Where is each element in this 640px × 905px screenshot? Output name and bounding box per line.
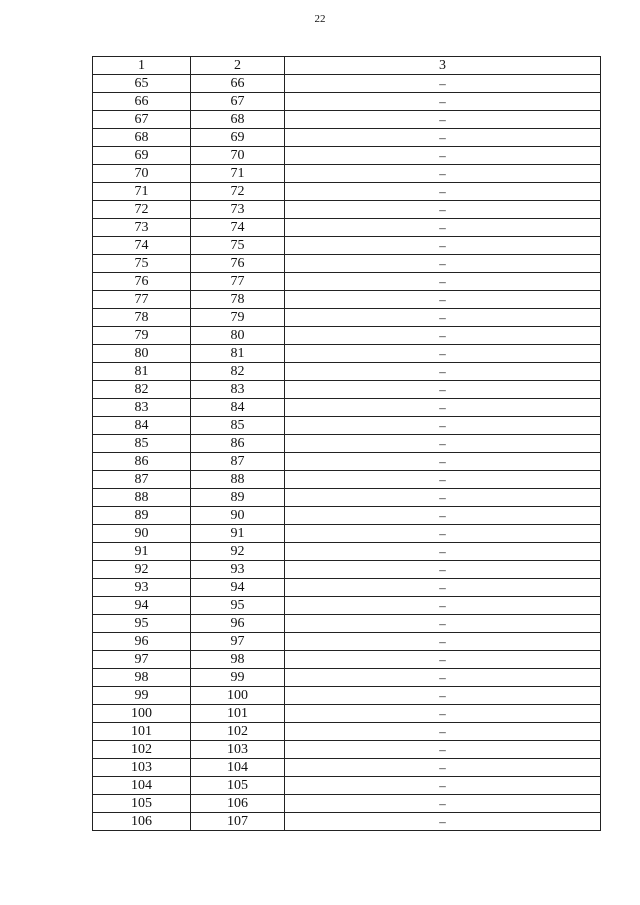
table-cell-col-3: – <box>285 561 601 579</box>
table-row <box>93 93 601 111</box>
table-row <box>93 597 601 615</box>
table-cell-col-3: – <box>285 93 601 111</box>
table-cell-col-3: – <box>285 273 601 291</box>
table-row <box>93 723 601 741</box>
table-cell-col-3: – <box>285 543 601 561</box>
table-cell-col-3: – <box>285 183 601 201</box>
table-row <box>93 309 601 327</box>
table-cell-col-1: 91 <box>93 543 191 561</box>
data-table-container <box>92 56 600 831</box>
column-header-3: 3 <box>285 57 601 75</box>
table-cell-col-2: 80 <box>191 327 285 345</box>
table-cell-col-2: 81 <box>191 345 285 363</box>
table-cell-col-2: 89 <box>191 489 285 507</box>
table-row <box>93 615 601 633</box>
table-cell-col-3: – <box>285 489 601 507</box>
table-cell-col-1: 97 <box>93 651 191 669</box>
table-cell-col-1: 98 <box>93 669 191 687</box>
table-cell-col-2: 70 <box>191 147 285 165</box>
table-row <box>93 669 601 687</box>
table-row <box>93 453 601 471</box>
table-cell-col-2: 91 <box>191 525 285 543</box>
table-row <box>93 741 601 759</box>
column-header-1: 1 <box>93 57 191 75</box>
table-cell-col-1: 86 <box>93 453 191 471</box>
table-cell-col-3: – <box>285 777 601 795</box>
table-cell-col-3: – <box>285 633 601 651</box>
table-cell-col-3: – <box>285 147 601 165</box>
table-cell-col-2: 96 <box>191 615 285 633</box>
table-row <box>93 705 601 723</box>
table-cell-col-2: 74 <box>191 219 285 237</box>
table-row <box>93 435 601 453</box>
table-cell-col-2: 75 <box>191 237 285 255</box>
table-cell-col-1: 80 <box>93 345 191 363</box>
table-cell-col-2: 104 <box>191 759 285 777</box>
table-cell-col-2: 72 <box>191 183 285 201</box>
table-cell-col-1: 85 <box>93 435 191 453</box>
table-cell-col-2: 98 <box>191 651 285 669</box>
table-cell-col-2: 106 <box>191 795 285 813</box>
table-cell-col-2: 86 <box>191 435 285 453</box>
table-row <box>93 237 601 255</box>
table-cell-col-1: 74 <box>93 237 191 255</box>
table-cell-col-2: 99 <box>191 669 285 687</box>
table-cell-col-1: 72 <box>93 201 191 219</box>
table-row <box>93 273 601 291</box>
table-cell-col-2: 94 <box>191 579 285 597</box>
table-body <box>93 75 601 831</box>
table-cell-col-2: 92 <box>191 543 285 561</box>
table-row <box>93 147 601 165</box>
table-cell-col-3: – <box>285 165 601 183</box>
table-cell-col-2: 84 <box>191 399 285 417</box>
table-row <box>93 525 601 543</box>
table-cell-col-2: 100 <box>191 687 285 705</box>
table-cell-col-2: 95 <box>191 597 285 615</box>
table-cell-col-2: 83 <box>191 381 285 399</box>
table-cell-col-1: 83 <box>93 399 191 417</box>
header-row <box>93 57 601 75</box>
table-cell-col-3: – <box>285 363 601 381</box>
table-cell-col-3: – <box>285 327 601 345</box>
table-cell-col-2: 103 <box>191 741 285 759</box>
table-cell-col-1: 77 <box>93 291 191 309</box>
table-cell-col-1: 104 <box>93 777 191 795</box>
table-row <box>93 345 601 363</box>
page-number: 22 <box>314 13 326 25</box>
table-cell-col-2: 82 <box>191 363 285 381</box>
table-cell-col-2: 105 <box>191 777 285 795</box>
table-cell-col-1: 102 <box>93 741 191 759</box>
table-cell-col-1: 93 <box>93 579 191 597</box>
table-cell-col-2: 102 <box>191 723 285 741</box>
table-row <box>93 777 601 795</box>
table-cell-col-1: 87 <box>93 471 191 489</box>
table-row <box>93 633 601 651</box>
table-cell-col-3: – <box>285 705 601 723</box>
table-cell-col-1: 78 <box>93 309 191 327</box>
column-header-2: 2 <box>191 57 285 75</box>
table-cell-col-1: 81 <box>93 363 191 381</box>
table-cell-col-1: 88 <box>93 489 191 507</box>
table-cell-col-2: 67 <box>191 93 285 111</box>
table-cell-col-1: 65 <box>93 75 191 93</box>
table-row <box>93 543 601 561</box>
table-row <box>93 291 601 309</box>
table-cell-col-2: 107 <box>191 813 285 831</box>
table-cell-col-3: – <box>285 111 601 129</box>
table-cell-col-1: 67 <box>93 111 191 129</box>
table-cell-col-3: – <box>285 579 601 597</box>
table-header <box>93 57 601 75</box>
table-cell-col-1: 96 <box>93 633 191 651</box>
table-row <box>93 165 601 183</box>
table-cell-col-3: – <box>285 741 601 759</box>
table-cell-col-1: 76 <box>93 273 191 291</box>
table-cell-col-1: 71 <box>93 183 191 201</box>
table-row <box>93 399 601 417</box>
table-row <box>93 561 601 579</box>
table-cell-col-3: – <box>285 219 601 237</box>
table-cell-col-1: 103 <box>93 759 191 777</box>
table-cell-col-2: 73 <box>191 201 285 219</box>
table-cell-col-1: 105 <box>93 795 191 813</box>
table-cell-col-3: – <box>285 651 601 669</box>
table-cell-col-3: – <box>285 75 601 93</box>
table-cell-col-2: 71 <box>191 165 285 183</box>
table-row <box>93 489 601 507</box>
table-row <box>93 759 601 777</box>
table-cell-col-3: – <box>285 399 601 417</box>
table-cell-col-1: 89 <box>93 507 191 525</box>
table-cell-col-2: 90 <box>191 507 285 525</box>
table-cell-col-1: 82 <box>93 381 191 399</box>
table-cell-col-3: – <box>285 381 601 399</box>
table-row <box>93 651 601 669</box>
table-cell-col-2: 88 <box>191 471 285 489</box>
table-cell-col-3: – <box>285 507 601 525</box>
table-row <box>93 75 601 93</box>
table-cell-col-1: 73 <box>93 219 191 237</box>
table-cell-col-1: 84 <box>93 417 191 435</box>
table-cell-col-3: – <box>285 417 601 435</box>
table-row <box>93 813 601 831</box>
table-row <box>93 327 601 345</box>
table-cell-col-1: 106 <box>93 813 191 831</box>
table-cell-col-3: – <box>285 759 601 777</box>
data-table <box>92 56 601 831</box>
table-row <box>93 795 601 813</box>
table-cell-col-1: 92 <box>93 561 191 579</box>
table-row <box>93 687 601 705</box>
table-cell-col-3: – <box>285 237 601 255</box>
table-cell-col-3: – <box>285 723 601 741</box>
table-cell-col-3: – <box>285 255 601 273</box>
table-cell-col-3: – <box>285 471 601 489</box>
table-cell-col-2: 77 <box>191 273 285 291</box>
table-cell-col-3: – <box>285 291 601 309</box>
table-cell-col-3: – <box>285 795 601 813</box>
table-cell-col-3: – <box>285 687 601 705</box>
table-cell-col-1: 95 <box>93 615 191 633</box>
table-cell-col-2: 76 <box>191 255 285 273</box>
table-cell-col-2: 93 <box>191 561 285 579</box>
table-row <box>93 381 601 399</box>
table-cell-col-3: – <box>285 669 601 687</box>
table-cell-col-2: 66 <box>191 75 285 93</box>
table-cell-col-1: 94 <box>93 597 191 615</box>
table-cell-col-1: 69 <box>93 147 191 165</box>
table-cell-col-3: – <box>285 201 601 219</box>
table-cell-col-2: 87 <box>191 453 285 471</box>
table-row <box>93 219 601 237</box>
table-cell-col-3: – <box>285 597 601 615</box>
table-row <box>93 111 601 129</box>
table-cell-col-1: 75 <box>93 255 191 273</box>
table-cell-col-1: 79 <box>93 327 191 345</box>
table-cell-col-2: 79 <box>191 309 285 327</box>
table-cell-col-2: 68 <box>191 111 285 129</box>
table-row <box>93 417 601 435</box>
table-row <box>93 255 601 273</box>
table-row <box>93 579 601 597</box>
table-row <box>93 129 601 147</box>
table-cell-col-3: – <box>285 435 601 453</box>
table-cell-col-1: 70 <box>93 165 191 183</box>
table-row <box>93 363 601 381</box>
table-cell-col-1: 68 <box>93 129 191 147</box>
table-cell-col-1: 90 <box>93 525 191 543</box>
table-cell-col-3: – <box>285 345 601 363</box>
table-cell-col-2: 97 <box>191 633 285 651</box>
table-row <box>93 471 601 489</box>
table-cell-col-3: – <box>285 525 601 543</box>
table-cell-col-3: – <box>285 615 601 633</box>
table-row <box>93 201 601 219</box>
table-row <box>93 183 601 201</box>
table-cell-col-2: 101 <box>191 705 285 723</box>
table-cell-col-1: 99 <box>93 687 191 705</box>
table-cell-col-1: 101 <box>93 723 191 741</box>
table-cell-col-2: 69 <box>191 129 285 147</box>
table-cell-col-1: 66 <box>93 93 191 111</box>
table-cell-col-2: 85 <box>191 417 285 435</box>
table-cell-col-3: – <box>285 309 601 327</box>
table-cell-col-3: – <box>285 129 601 147</box>
table-cell-col-1: 100 <box>93 705 191 723</box>
table-cell-col-3: – <box>285 453 601 471</box>
table-cell-col-3: – <box>285 813 601 831</box>
table-row <box>93 507 601 525</box>
table-cell-col-2: 78 <box>191 291 285 309</box>
